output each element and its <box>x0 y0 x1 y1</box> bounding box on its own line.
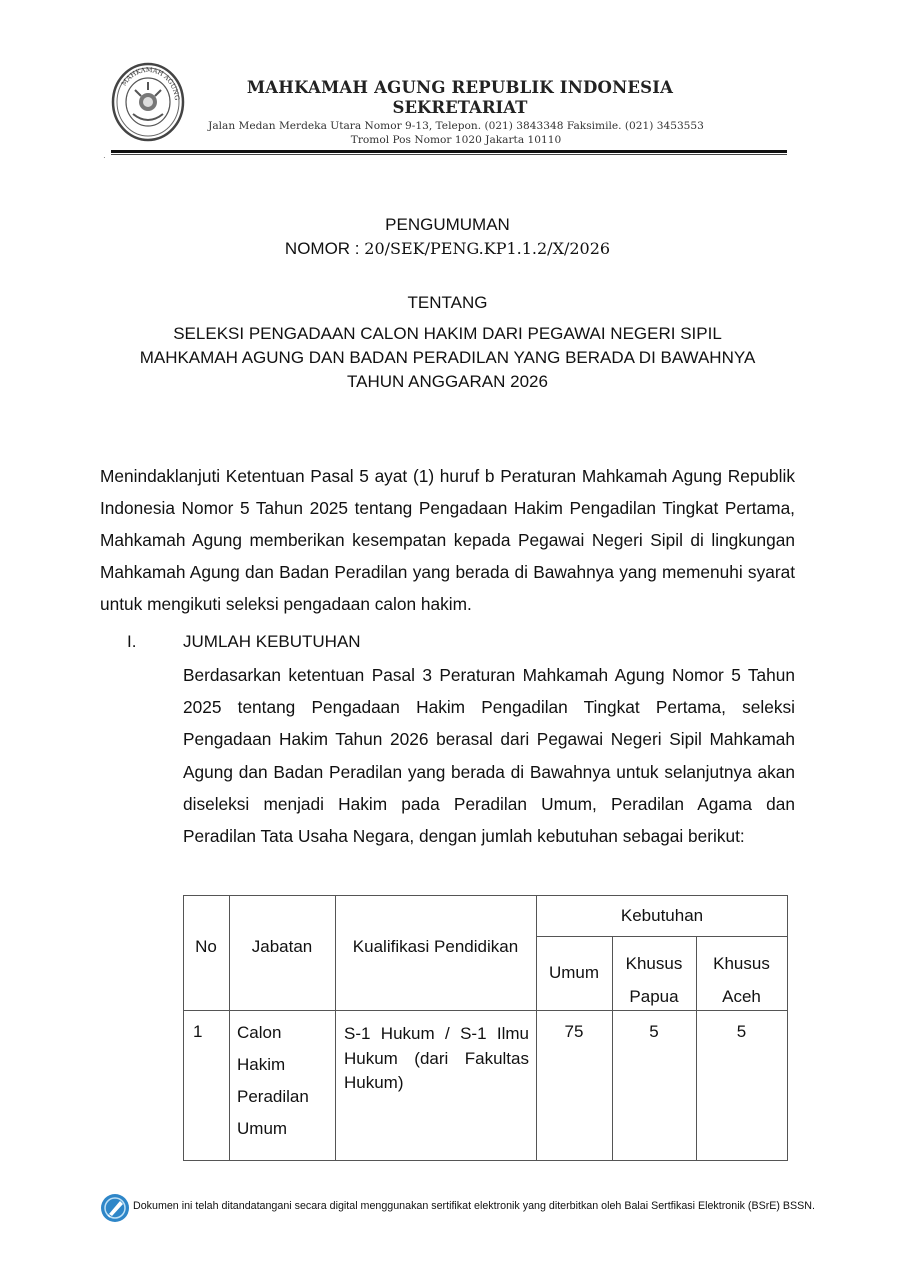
header-kebutuhan: Kebutuhan <box>620 906 704 925</box>
section-paragraph: Berdasarkan ketentuan Pasal 3 Peraturan Mahkamah Agung Nomor 5 Tahun 2025 tentang Pengadaan Hakim Pengadilan Tingkat Pertama, seleksi Pengadaan Hakim Tahun 2026 berasal dari Pegawai Negeri Sipil Mahkamah Agung dan Badan Peradilan yang berada di Bawahnya untuk selanjutnya akan diseleksi menjadi Hakim pada Peradilan Umum, Peradilan Agama dan Peradilan Tata Usaha Negara, dengan jumlah kebutuhan sebagai berikut: <box>183 665 795 847</box>
number-value: 20/SEK/PENG.KP1.1.2/X/2026 <box>364 239 611 258</box>
section-title: JUMLAH KEBUTUHAN <box>183 632 361 651</box>
svg-text:MAHKAMAH AGUNG: MAHKAMAH AGUNG <box>119 65 182 101</box>
table-border-left <box>183 895 184 1161</box>
mahkamah-agung-seal-icon <box>111 62 185 142</box>
header-khusus-aceh-line2: Aceh <box>722 987 761 1006</box>
letterhead-org: MAHKAMAH AGUNG REPUBLIK INDONESIA <box>246 78 674 97</box>
subject-line-3: TAHUN ANGGARAN 2026 <box>347 372 548 391</box>
intro-paragraph: Menindaklanjuti Ketentuan Pasal 5 ayat (1) huruf b Peraturan Mahkamah Agung Republik Indonesia Nomor 5 Tahun 2025 tentang Pengadaan Hakim Pengadilan Tingkat Pertama, Mahkamah Agung memberikan kesempatan kepada Pegawai Negeri Sipil di lingkungan Mahkamah Agung dan Badan Peradilan yang berada di Bawahnya yang memenuhi syarat untuk mengikuti seleksi pengadaan calon hakim. <box>100 466 795 614</box>
section-number: I. <box>127 632 137 651</box>
table-border-right <box>787 895 788 1161</box>
header-umum: Umum <box>548 963 600 982</box>
row-kualifikasi: S-1 Hukum / S-1 Ilmu Hukum (dari Fakultas Hukum) <box>344 1024 529 1092</box>
row-khusus-papua: 5 <box>649 1022 659 1041</box>
row-khusus-aceh: 5 <box>736 1022 747 1041</box>
about-label: TENTANG <box>407 293 488 312</box>
table-col-line <box>229 895 230 1161</box>
row-jabatan-line: Umum <box>237 1119 288 1138</box>
row-umum: 75 <box>564 1022 584 1041</box>
header-khusus-papua-line1: Khusus <box>625 954 683 973</box>
table-col-line <box>335 895 336 1161</box>
row-no: 1 <box>193 1022 203 1041</box>
row-jabatan-line: Peradilan <box>237 1087 309 1106</box>
header-no: No <box>195 937 217 956</box>
letterhead-rule <box>111 150 787 153</box>
table-border-bottom <box>183 1160 788 1161</box>
header-khusus-aceh <box>696 947 787 1013</box>
table-border-top <box>183 895 788 896</box>
letterhead-address: Jalan Medan Merdeka Utara Nomor 9-13, Telepon. (021) 3843348 Faksimile. (021) 3453553 <box>208 120 704 132</box>
header-khusus-aceh-line1: Khusus <box>713 954 770 973</box>
stray-mark: · <box>103 153 106 162</box>
row-jabatan <box>237 1017 309 1145</box>
digital-signature-note: Dokumen ini telah ditandatangani secara digital menggunakan sertifikat elektronik yang diterbitkan oleh Balai Sertfikasi Elektronik (BSrE) BSSN. <box>133 1200 815 1212</box>
letterhead-unit: SEKRETARIAT <box>392 98 528 117</box>
header-khusus-papua-line2: Papua <box>629 987 679 1006</box>
letterhead-rule-thin <box>111 154 787 155</box>
letterhead-po-box: Tromol Pos Nomor 1020 Jakarta 10110 <box>350 134 562 146</box>
table-line-kebutuhan <box>536 936 788 937</box>
bsre-logo-icon <box>100 1193 130 1223</box>
row-jabatan-line: Hakim <box>237 1055 286 1074</box>
subject-line-2: MAHKAMAH AGUNG DAN BADAN PERADILAN YANG BERADA DI BAWAHNYA <box>139 348 756 367</box>
header-khusus-papua <box>612 947 696 1013</box>
header-kualifikasi: Kualifikasi Pendidikan <box>352 937 519 956</box>
subject-line-1: SELEKSI PENGADAAN CALON HAKIM DARI PEGAWAI NEGERI SIPIL <box>173 324 722 343</box>
number-label: NOMOR : <box>284 239 360 258</box>
row-jabatan-line: Calon <box>237 1023 282 1042</box>
announcement-title: PENGUMUMAN <box>385 215 510 234</box>
announcement-number <box>100 239 795 259</box>
header-jabatan: Jabatan <box>251 937 313 956</box>
requirements-table <box>183 895 788 1161</box>
